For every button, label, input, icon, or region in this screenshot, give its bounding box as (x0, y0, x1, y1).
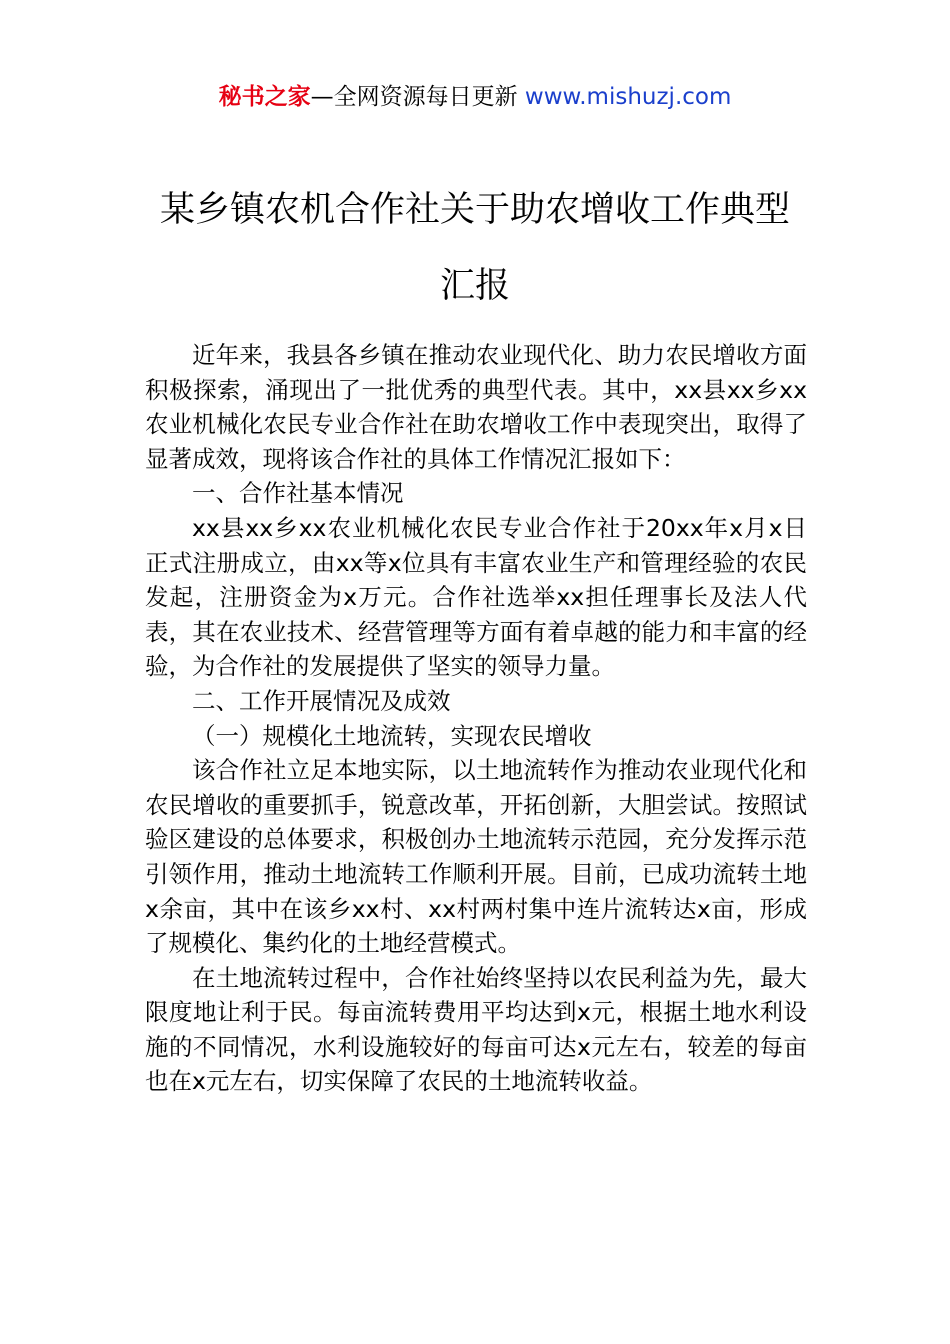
land-transfer-paragraph: 该合作社立足本地实际，以土地流转作为推动农业现代化和农民增收的重要抓手，锐意改革，开拓创新，大胆尝试。按照试验区建设的总体要求，积极创办土地流转示范园，充分发挥示范引领作用，推动土地流转工作顺利开展。目前，已成功流转土地x余亩，其中在该乡xx村、xx村两村集中连片流转达x亩，形成了规模化、集约化的土地经营模式。 (145, 756, 807, 958)
site-brand: 秘书之家 (218, 84, 311, 110)
site-url-link[interactable]: www.mishuzj.com (524, 84, 732, 110)
document-title-line-2: 汇报 (439, 266, 510, 306)
document-title (60, 172, 890, 324)
section-heading-work-results: 二、工作开展情况及成效 (192, 686, 451, 715)
basic-info-paragraph: xx县xx乡xx农业机械化农民专业合作社于20xx年x月x日正式注册成立，由xx等x位具有丰富农业生产和管理经验的农民发起，注册资金为x万元。合作社选举xx担任理事长及法人代表，其在农业技术、经营管理等方面有着卓越的能力和丰富的经验，为合作社的发展提供了坚实的领导力量。 (145, 513, 807, 681)
document-title-line-1: 某乡镇农机合作社关于助农增收工作典型 (159, 190, 790, 230)
land-transfer-benefit-paragraph: 在土地流转过程中，合作社始终坚持以农民利益为先，最大限度地让利于民。每亩流转费用平均达到x元，根据土地水利设施的不同情况，水利设施较好的每亩可达x元左右，较差的每亩也在x元左右，切实保障了农民的土地流转收益。 (145, 963, 807, 1096)
site-tagline: —全网资源每日更新 (310, 84, 518, 110)
document-body (145, 338, 807, 1099)
site-header (0, 80, 950, 114)
section-heading-basic-info: 一、合作社基本情况 (192, 479, 404, 508)
subsection-heading-land-transfer: （一）规模化土地流转，实现农民增收 (192, 721, 592, 750)
intro-paragraph: 近年来，我县各乡镇在推动农业现代化、助力农民增收方面积极探索，涌现出了一批优秀的典型代表。其中，xx县xx乡xx农业机械化农民专业合作社在助农增收工作中表现突出，取得了显著成效，现将该合作社的具体工作情况汇报如下： (145, 341, 807, 473)
